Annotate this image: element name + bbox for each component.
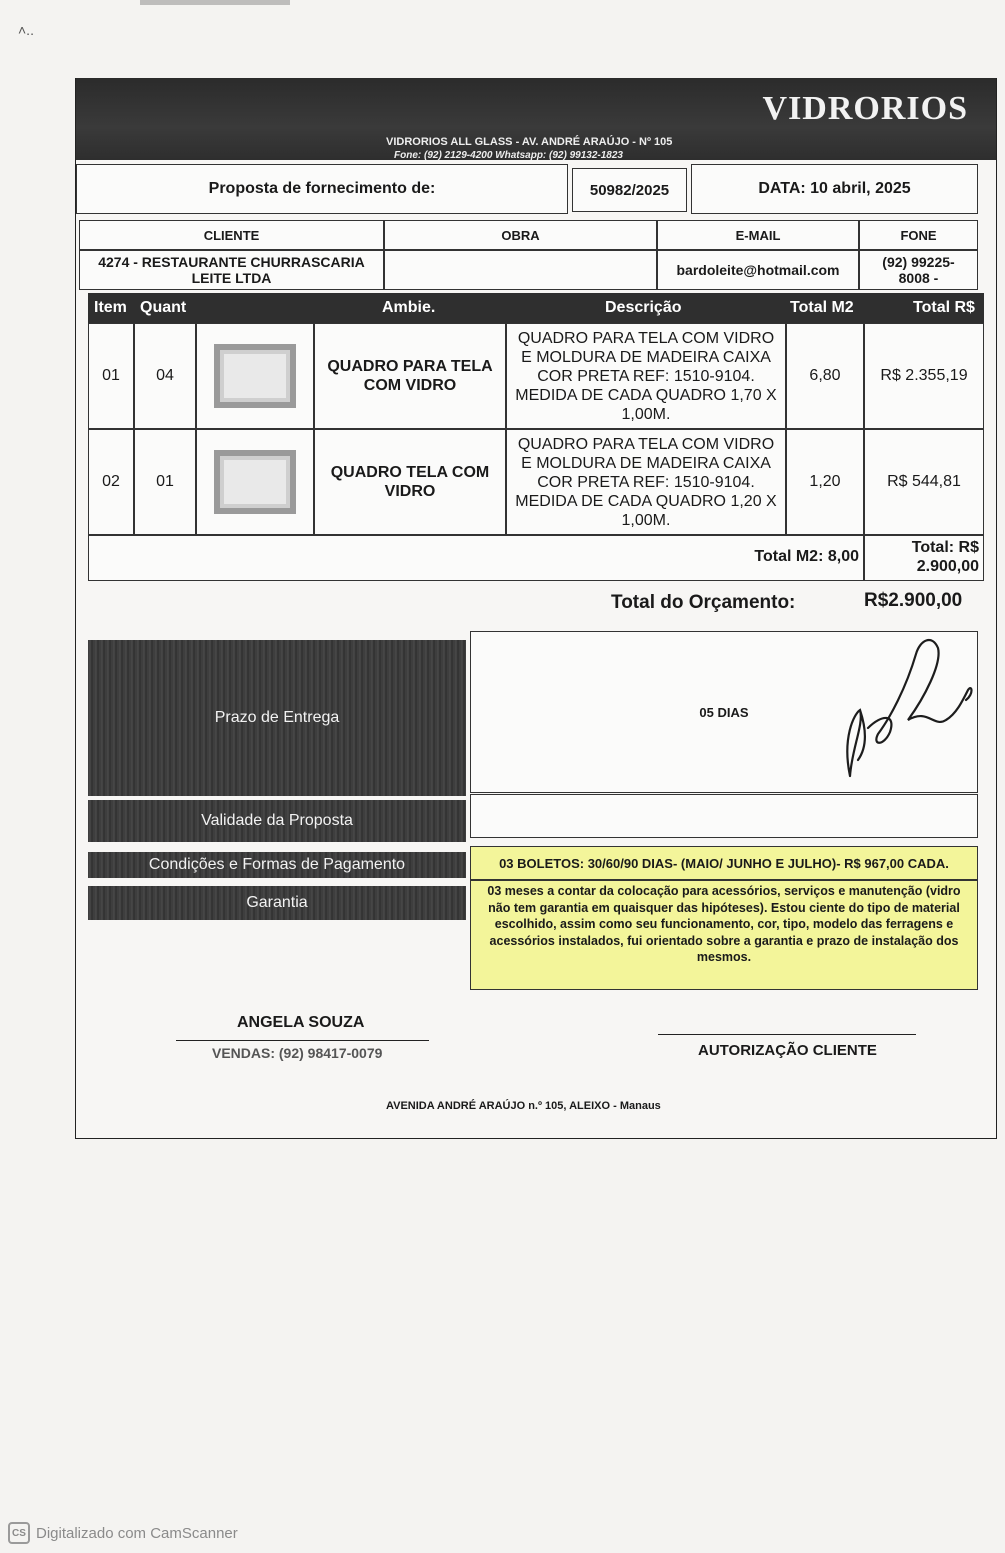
frame-product-image (214, 344, 296, 408)
client-header: CLIENTE (79, 220, 384, 250)
row1-ambie: QUADRO PARA TELA COM VIDRO (314, 323, 506, 429)
company-contact: Fone: (92) 2129-4200 Whatsapp: (92) 99132-1823 (394, 150, 623, 161)
seller-phone: VENDAS: (92) 98417-0079 (212, 1045, 383, 1061)
proposal-label: Proposta de fornecimento de: (76, 164, 568, 214)
client-phone: (92) 99225-8008 - (859, 250, 978, 290)
company-header (76, 78, 996, 160)
budget-total-value: R$2.900,00 (864, 590, 963, 611)
proposal-date: DATA: 10 abril, 2025 (691, 164, 978, 214)
scan-mark: ˄.. (18, 22, 34, 38)
totals-row (88, 535, 864, 581)
row2-item: 02 (88, 429, 134, 535)
validity-value (470, 794, 978, 838)
scan-edge-shadow (140, 0, 290, 5)
row1-descricao: QUADRO PARA TELA COM VIDRO E MOLDURA DE MADEIRA CAIXA COR PRETA REF: 1510-9104. MEDIDA DE CADA QUADRO 1,70 X 1,00M. (506, 323, 786, 429)
col-ambie: Ambie. (382, 299, 436, 316)
fone-header: FONE (859, 220, 978, 250)
row1-item: 01 (88, 323, 134, 429)
company-logo: VIDRORIOS (762, 90, 968, 127)
row2-total-m2: 1,20 (786, 429, 864, 535)
delivery-time-label: Prazo de Entrega (88, 640, 466, 796)
row2-total-rs: R$ 544,81 (864, 429, 984, 535)
col-total-rs: Total R$ (913, 299, 975, 316)
obra-value (384, 250, 657, 290)
col-total-m2: Total M2 (790, 299, 854, 316)
row2-quant: 01 (134, 429, 196, 535)
row2-descricao: QUADRO PARA TELA COM VIDRO E MOLDURA DE MADEIRA CAIXA COR PRETA REF: 1510-9104. MEDIDA DE CADA QUADRO 1,20 X 1,00M. (506, 429, 786, 535)
col-descricao: Descrição (605, 299, 682, 316)
validity-label: Validade da Proposta (88, 800, 466, 842)
company-address: VIDRORIOS ALL GLASS - AV. ANDRÉ ARAÚJO - Nº 105 (386, 136, 673, 148)
seller-signature-line (176, 1040, 429, 1041)
row2-ambie: QUADRO TELA COM VIDRO (314, 429, 506, 535)
col-quant: Quant (140, 299, 187, 316)
client-signature-line (658, 1034, 916, 1035)
client-email: bardoleite@hotmail.com (657, 250, 859, 290)
total-m2: Total M2: 8,00 (754, 548, 859, 565)
payment-label: Condições e Formas de Pagamento (88, 852, 466, 878)
camscanner-text: Digitalizado com CamScanner (36, 1524, 238, 1542)
client-signature (838, 628, 978, 780)
obra-header: OBRA (384, 220, 657, 250)
total-rs: Total: R$ 2.900,00 (864, 535, 984, 581)
row1-quant: 04 (134, 323, 196, 429)
delivery-time-value: 05 DIAS (470, 631, 978, 793)
client-name: 4274 - RESTAURANTE CHURRASCARIA LEITE LTDA (79, 250, 384, 290)
seller-name: ANGELA SOUZA (237, 1014, 365, 1031)
proposal-sheet (75, 78, 997, 1139)
row1-image-cell (196, 323, 314, 429)
col-item: Item (94, 299, 127, 316)
row1-total-rs: R$ 2.355,19 (864, 323, 984, 429)
payment-value: 03 BOLETOS: 30/60/90 DIAS- (MAIO/ JUNHO E JULHO)- R$ 967,00 CADA. (470, 846, 978, 880)
email-header: E-MAIL (657, 220, 859, 250)
row1-total-m2: 6,80 (786, 323, 864, 429)
proposal-number: 50982/2025 (572, 168, 687, 212)
budget-total-label: Total do Orçamento: (611, 592, 796, 613)
row2-image-cell (196, 429, 314, 535)
warranty-label: Garantia (88, 886, 466, 920)
client-authorization-label: AUTORIZAÇÃO CLIENTE (698, 1042, 877, 1059)
footer-address: AVENIDA ANDRÉ ARAÚJO n.º 105, ALEIXO - Manaus (386, 1100, 661, 1112)
camscanner-icon: CS (8, 1522, 30, 1544)
camscanner-watermark (8, 1522, 238, 1544)
items-table-header (88, 293, 984, 323)
frame-product-image (214, 450, 296, 514)
warranty-value: 03 meses a contar da colocação para acessórios, serviços e manutenção (vidro não tem garantia em quaisquer das hipóteses). Estou ciente do tipo de material escolhido, assim como seu funcionamento, cor, tipo, modelo das ferragens e acessórios instalados, fui orientado sobre a garantia e prazo de instalação dos mesmos. (470, 880, 978, 990)
